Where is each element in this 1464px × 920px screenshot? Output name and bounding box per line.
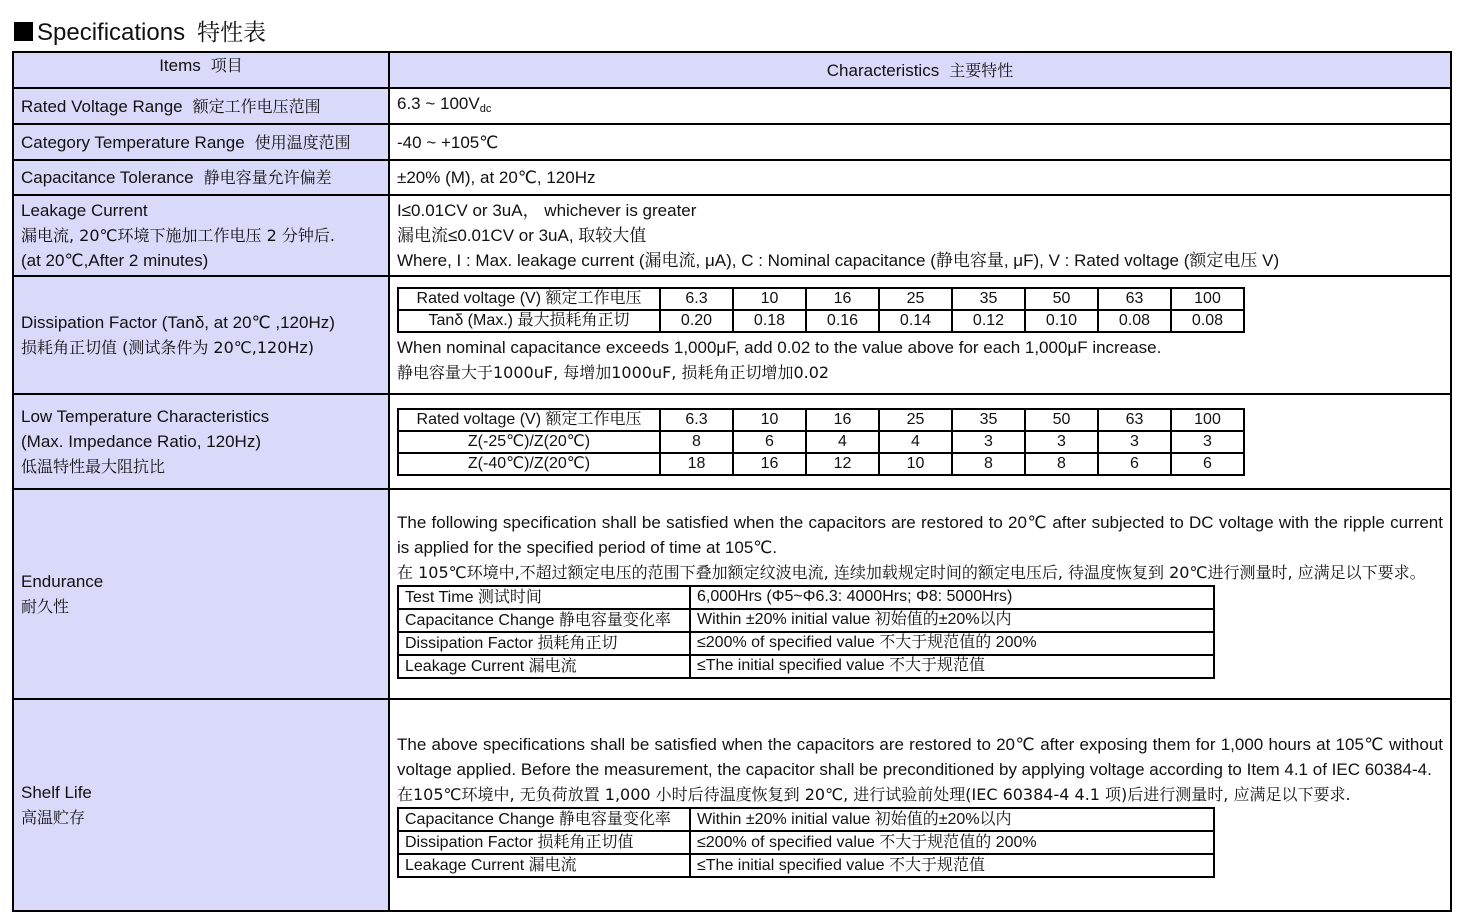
tan-delta-cell: 0.10 — [1025, 310, 1098, 332]
endurance-req-key-en: Leakage Current — [405, 657, 525, 675]
page-title-cn: 特性表 — [197, 20, 267, 46]
dissipation-note-en: When nominal capacitance exceeds 1,000μF, add 0.02 to the value above for each 1,000μF increase. — [397, 338, 1162, 357]
endurance-req-value: Within ±20% initial value 初始值的±20%以内 — [690, 609, 1214, 632]
endurance-req-key-en: Capacitance Change — [405, 611, 555, 629]
shelf-req-key — [398, 854, 690, 877]
tan-delta-cell: 0.08 — [1171, 310, 1244, 332]
square-bullet-icon — [14, 22, 33, 41]
impedance-cell: 4 — [879, 431, 952, 453]
impedance-cell: 4 — [806, 431, 879, 453]
dissipation-label-line1: Dissipation Factor (Tanδ, at 20℃ ,120Hz) — [21, 313, 335, 332]
shelf-life-row — [13, 699, 1451, 911]
impedance-cell: 3 — [1171, 431, 1244, 453]
endurance-req-key — [398, 586, 690, 609]
impedance-ratio-table — [397, 408, 1245, 476]
tan-delta-cell: 63 — [1098, 288, 1171, 310]
impedance-cell: 8 — [660, 431, 733, 453]
rated-voltage-row — [13, 88, 1451, 124]
shelf-req-key-cn: 漏电流 — [528, 855, 577, 874]
endurance-paragraph-cn: 在 105℃环境中,不超过额定电压的范围下叠加额定纹波电流, 连续加载规定时间的额定电压后, 待温度恢复到 20℃进行测量时, 应满足以下要求。 — [397, 562, 1426, 582]
endurance-req-key — [398, 655, 690, 678]
tan-delta-cell: 0.18 — [733, 310, 806, 332]
endurance-req-key — [398, 632, 690, 655]
impedance-minus40-header: Z(-40℃)/Z(20℃) — [398, 453, 660, 475]
impedance-cell: 100 — [1171, 409, 1244, 431]
shelf-life-label-cn: 高温贮存 — [21, 808, 86, 827]
page-title — [14, 18, 266, 48]
shelf-req-key — [398, 831, 690, 854]
shelf-req-value: ≤The initial specified value 不大于规范值 — [690, 854, 1214, 877]
endurance-label — [13, 489, 389, 699]
characteristics-header-cn: 主要特性 — [949, 60, 1014, 80]
tan-delta-value-row — [398, 310, 1244, 332]
endurance-value — [389, 489, 1451, 699]
shelf-req-value: Within ±20% initial value 初始值的±20%以内 — [690, 808, 1214, 831]
items-header — [13, 52, 389, 88]
dissipation-factor-label — [13, 276, 389, 394]
category-temperature-label-cn: 使用温度范围 — [254, 132, 351, 152]
impedance-cell: 50 — [1025, 409, 1098, 431]
impedance-voltage-row — [398, 409, 1244, 431]
page-title-en: Specifications — [37, 19, 186, 46]
low-temperature-value — [389, 394, 1451, 489]
impedance-cell: 3 — [1098, 431, 1171, 453]
endurance-req-key-en: Dissipation Factor — [405, 634, 534, 652]
shelf-paragraph-cn: 在105℃环境中, 无负荷放置 1,000 小时后待温度恢复到 20℃, 进行试验前处理(IEC 60384-4 4.1 项)后进行测量时, 应满足以下要求. — [397, 785, 1351, 804]
endurance-req-value: ≤The initial specified value 不大于规范值 — [690, 655, 1214, 678]
endurance-req-key-en: Test Time — [405, 588, 474, 606]
impedance-cell: 10 — [879, 453, 952, 475]
tan-delta-cell: 0.12 — [952, 310, 1025, 332]
endurance-req-key-cn: 损耗角正切 — [537, 632, 618, 652]
tan-delta-table — [397, 287, 1245, 333]
specifications-table — [12, 51, 1452, 912]
impedance-minus25-row — [398, 431, 1244, 453]
tan-delta-voltage-row — [398, 288, 1244, 310]
tan-delta-cell: 6.3 — [660, 288, 733, 310]
impedance-cell: 6 — [733, 431, 806, 453]
shelf-req-key — [398, 808, 690, 831]
shelf-req-key-en: Leakage Current — [405, 857, 525, 874]
impedance-cell: 25 — [879, 409, 952, 431]
shelf-req-row — [398, 808, 1214, 831]
capacitance-tolerance-row — [13, 160, 1451, 195]
endurance-label-cn: 耐久性 — [21, 597, 70, 616]
dissipation-factor-row — [13, 276, 1451, 394]
rated-voltage-label-cn: 额定工作电压范围 — [192, 96, 321, 116]
category-temperature-value: -40 ~ +105℃ — [389, 124, 1451, 160]
endurance-row — [13, 489, 1451, 699]
leakage-current-value — [389, 195, 1451, 276]
endurance-paragraph-en: The following specification shall be satisfied when the capacitors are restored to 20℃ after subjected to DC voltage with the ripple current is applied for the specified period of time at 105℃. — [397, 512, 1443, 557]
impedance-cell: 16 — [806, 409, 879, 431]
shelf-requirements-table — [397, 807, 1215, 878]
rated-voltage-value-text: 6.3 ~ 100V — [397, 93, 480, 113]
endurance-req-key-cn: 漏电流 — [528, 655, 577, 675]
low-temperature-label — [13, 394, 389, 489]
category-temperature-label-en: Category Temperature Range — [21, 132, 245, 152]
impedance-cell: 8 — [952, 453, 1025, 475]
category-temperature-label — [13, 124, 389, 160]
endurance-req-row — [398, 632, 1214, 655]
items-header-cn: 项目 — [210, 56, 243, 75]
tan-delta-cell: 16 — [806, 288, 879, 310]
leakage-current-label — [13, 195, 389, 276]
leakage-current-row — [13, 195, 1451, 276]
shelf-life-label — [13, 699, 389, 911]
impedance-cell: 63 — [1098, 409, 1171, 431]
dissipation-label-line2: 损耗角正切值 (测试条件为 20℃,120Hz) — [21, 338, 315, 357]
endurance-req-value: 6,000Hrs (Φ5~Φ6.3: 4000Hrs; Φ8: 5000Hrs) — [690, 586, 1214, 609]
low-temperature-row — [13, 394, 1451, 489]
tan-delta-cell: 100 — [1171, 288, 1244, 310]
low-temp-label-line3: 低温特性最大阻抗比 — [21, 457, 166, 476]
tan-delta-cell: 35 — [952, 288, 1025, 310]
dissipation-note-cn: 静电容量大于1000uF, 每增加1000uF, 损耗角正切增加0.02 — [397, 363, 830, 382]
capacitance-tolerance-label-cn: 静电容量允许偏差 — [203, 168, 332, 187]
impedance-cell: 16 — [733, 453, 806, 475]
leakage-label-line1: Leakage Current — [21, 201, 148, 220]
impedance-cell: 3 — [952, 431, 1025, 453]
shelf-req-value: ≤200% of specified value 不大于规范值的 200% — [690, 831, 1214, 854]
tan-delta-voltage-header: Rated voltage (V) 额定工作电压 — [398, 288, 660, 310]
impedance-minus40-row — [398, 453, 1244, 475]
capacitance-tolerance-label-en: Capacitance Tolerance — [21, 168, 194, 187]
endurance-req-key-cn: 测试时间 — [477, 586, 542, 606]
shelf-paragraph-en: The above specifications shall be satisfied when the capacitors are restored to 20℃ after exposing them for 1,000 hours at 105℃ without voltage applied. Before the measurement, the capacitor shall be preconditioned by applying voltage according to Item 4.1 of IEC 60384-4. — [397, 735, 1443, 779]
shelf-life-label-en: Shelf Life — [21, 783, 92, 802]
rated-voltage-label-en: Rated Voltage Range — [21, 96, 183, 116]
low-temp-label-line1: Low Temperature Characteristics — [21, 407, 270, 426]
shelf-req-key-en: Dissipation Factor — [405, 834, 534, 851]
endurance-requirements-table — [397, 585, 1215, 679]
rated-voltage-subscript: dc — [479, 102, 492, 115]
shelf-req-row — [398, 831, 1214, 854]
endurance-req-row — [398, 609, 1214, 632]
impedance-cell: 35 — [952, 409, 1025, 431]
tan-delta-cell: 0.08 — [1098, 310, 1171, 332]
leakage-label-line3: (at 20℃,After 2 minutes) — [21, 251, 209, 270]
items-header-en: Items — [159, 56, 201, 75]
leakage-value-line3: Where, I : Max. leakage current (漏电流, μA), C : Nominal capacitance (静电容量, μF), V : Rated voltage (额定电压 V) — [397, 251, 1280, 270]
endurance-req-key — [398, 609, 690, 632]
endurance-req-row — [398, 586, 1214, 609]
dissipation-factor-value — [389, 276, 1451, 394]
impedance-voltage-header: Rated voltage (V) 额定工作电压 — [398, 409, 660, 431]
rated-voltage-value — [389, 88, 1451, 124]
impedance-cell: 6 — [1098, 453, 1171, 475]
endurance-req-value: ≤200% of specified value 不大于规范值的 200% — [690, 632, 1214, 655]
shelf-req-key-en: Capacitance Change — [405, 811, 555, 828]
leakage-label-line2: 漏电流, 20℃环境下施加工作电压 2 分钟后. — [21, 226, 335, 245]
tan-delta-value-header: Tanδ (Max.) 最大损耗角正切 — [398, 310, 660, 332]
impedance-cell: 6 — [1171, 453, 1244, 475]
impedance-cell: 18 — [660, 453, 733, 475]
leakage-value-line1: I≤0.01CV or 3uA， whichever is greater — [397, 201, 697, 220]
characteristics-header — [389, 52, 1451, 88]
tan-delta-cell: 0.16 — [806, 310, 879, 332]
impedance-cell: 8 — [1025, 453, 1098, 475]
shelf-req-row — [398, 854, 1214, 877]
endurance-req-row — [398, 655, 1214, 678]
leakage-value-line2: 漏电流≤0.01CV or 3uA, 取较大值 — [397, 226, 647, 245]
impedance-cell: 3 — [1025, 431, 1098, 453]
rated-voltage-label — [13, 88, 389, 124]
shelf-req-key-cn: 静电容量变化率 — [558, 809, 671, 828]
tan-delta-cell: 0.14 — [879, 310, 952, 332]
endurance-label-en: Endurance — [21, 572, 104, 591]
endurance-req-key-cn: 静电容量变化率 — [558, 609, 671, 629]
tan-delta-cell: 0.20 — [660, 310, 733, 332]
impedance-cell: 12 — [806, 453, 879, 475]
tan-delta-cell: 50 — [1025, 288, 1098, 310]
capacitance-tolerance-label — [13, 160, 389, 195]
tan-delta-cell: 10 — [733, 288, 806, 310]
low-temp-label-line2: (Max. Impedance Ratio, 120Hz) — [21, 432, 261, 451]
shelf-life-value — [389, 699, 1451, 911]
category-temperature-row — [13, 124, 1451, 160]
impedance-minus25-header: Z(-25℃)/Z(20℃) — [398, 431, 660, 453]
characteristics-header-en: Characteristics — [826, 60, 940, 80]
tan-delta-cell: 25 — [879, 288, 952, 310]
shelf-req-key-cn: 损耗角正切值 — [537, 832, 634, 851]
impedance-cell: 6.3 — [660, 409, 733, 431]
capacitance-tolerance-value: ±20% (M), at 20℃, 120Hz — [389, 160, 1451, 195]
impedance-cell: 10 — [733, 409, 806, 431]
header-row — [13, 52, 1451, 88]
